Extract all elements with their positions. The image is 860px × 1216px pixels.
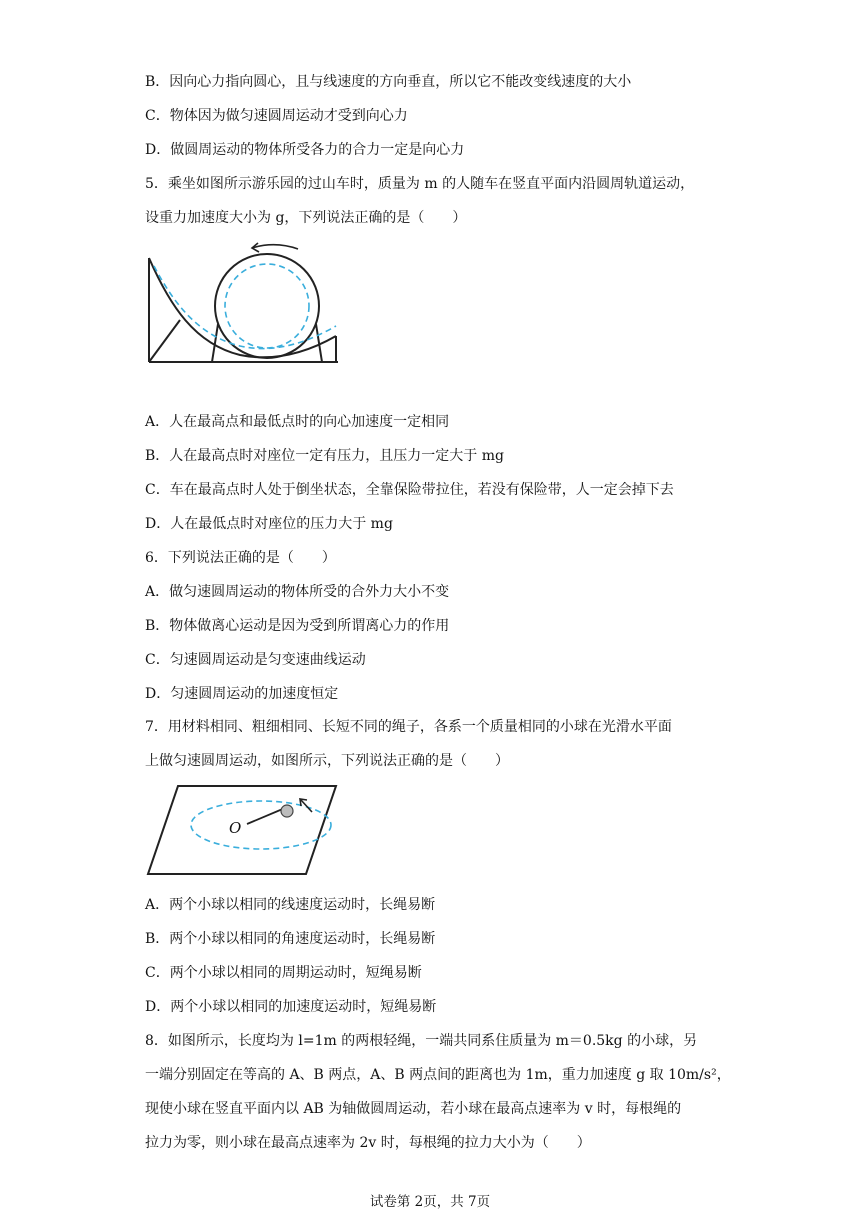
- q4-option-b: B．因向心力指向圆心，且与线速度的方向垂直，所以它不能改变线速度的大小: [145, 74, 632, 90]
- q5-option-a: A．人在最高点和最低点时的向心加速度一定相同: [145, 414, 450, 430]
- q7-stem-line1: 7．用材料相同、粗细相同、长短不同的绳子，各系一个质量相同的小球在光滑水平面: [145, 719, 672, 735]
- q5-option-d: D．人在最低点时对座位的压力大于 mg: [145, 516, 393, 532]
- q8-stem-line3: 现使小球在竖直平面内以 AB 为轴做圆周运动，若小球在最高点速率为 v 时，每根绳的: [145, 1101, 682, 1117]
- q5-stem-line1: 5．乘坐如图所示游乐园的过山车时，质量为 m 的人随车在竖直平面内沿圆周轨道运动，: [145, 176, 695, 192]
- q8-stem-line2: 一端分别固定在等高的 A、B 两点，A、B 两点间的距离也为 1m，重力加速度 g 取 10m/s²，: [145, 1067, 731, 1083]
- q7-stem-line2: 上做匀速圆周运动，如图所示，下列说法正确的是（ ）: [145, 753, 509, 769]
- q5-stem-line2: 设重力加速度大小为 g，下列说法正确的是（ ）: [145, 210, 467, 226]
- q6-option-c: C．匀速圆周运动是匀变速曲线运动: [145, 652, 366, 668]
- q4-option-c: C．物体因为做匀速圆周运动才受到向心力: [145, 108, 408, 124]
- roller-coaster-figure: [140, 236, 350, 366]
- q5-option-b: B．人在最高点时对座位一定有压力，且压力一定大于 mg: [145, 448, 504, 464]
- page-footer: 试卷第 2页，共 7页: [369, 1194, 491, 1210]
- q7-option-a: A．两个小球以相同的线速度运动时，长绳易断: [145, 897, 436, 913]
- support-strut: [149, 320, 180, 362]
- q5-option-c: C．车在最高点时人处于倒坐状态，全靠保险带拉住，若没有保险带，人一定会掉下去: [145, 482, 674, 498]
- q8-stem-line1: 8．如图所示，长度均为 l=1m 的两根轻绳，一端共同系住质量为 m＝0.5kg 的小球，另: [145, 1033, 698, 1049]
- q6-stem: 6．下列说法正确的是（ ）: [145, 550, 336, 566]
- q7-option-c: C．两个小球以相同的周期运动时，短绳易断: [145, 965, 422, 981]
- dashed-orbit: [191, 801, 331, 849]
- dashed-loop-path: [225, 264, 309, 348]
- q6-option-d: D．匀速圆周运动的加速度恒定: [145, 686, 339, 702]
- q7-option-b: B．两个小球以相同的角速度运动时，长绳易断: [145, 931, 436, 947]
- rope: [247, 808, 285, 824]
- center-label-o: O: [229, 819, 242, 837]
- q6-option-a: A．做匀速圆周运动的物体所受的合外力大小不变: [145, 584, 450, 600]
- q8-stem-line4: 拉力为零，则小球在最高点速率为 2v 时，每根绳的拉力大小为（ ）: [145, 1135, 591, 1151]
- q4-option-d: D．做圆周运动的物体所受各力的合力一定是向心力: [145, 142, 465, 158]
- ball: [281, 805, 293, 817]
- q7-option-d: D．两个小球以相同的加速度运动时，短绳易断: [145, 999, 437, 1015]
- q6-option-b: B．物体做离心运动是因为受到所谓离心力的作用: [145, 618, 450, 634]
- rotation-arrow: [252, 243, 298, 252]
- smooth-plane: [148, 786, 336, 874]
- horizontal-circle-figure: [140, 780, 345, 880]
